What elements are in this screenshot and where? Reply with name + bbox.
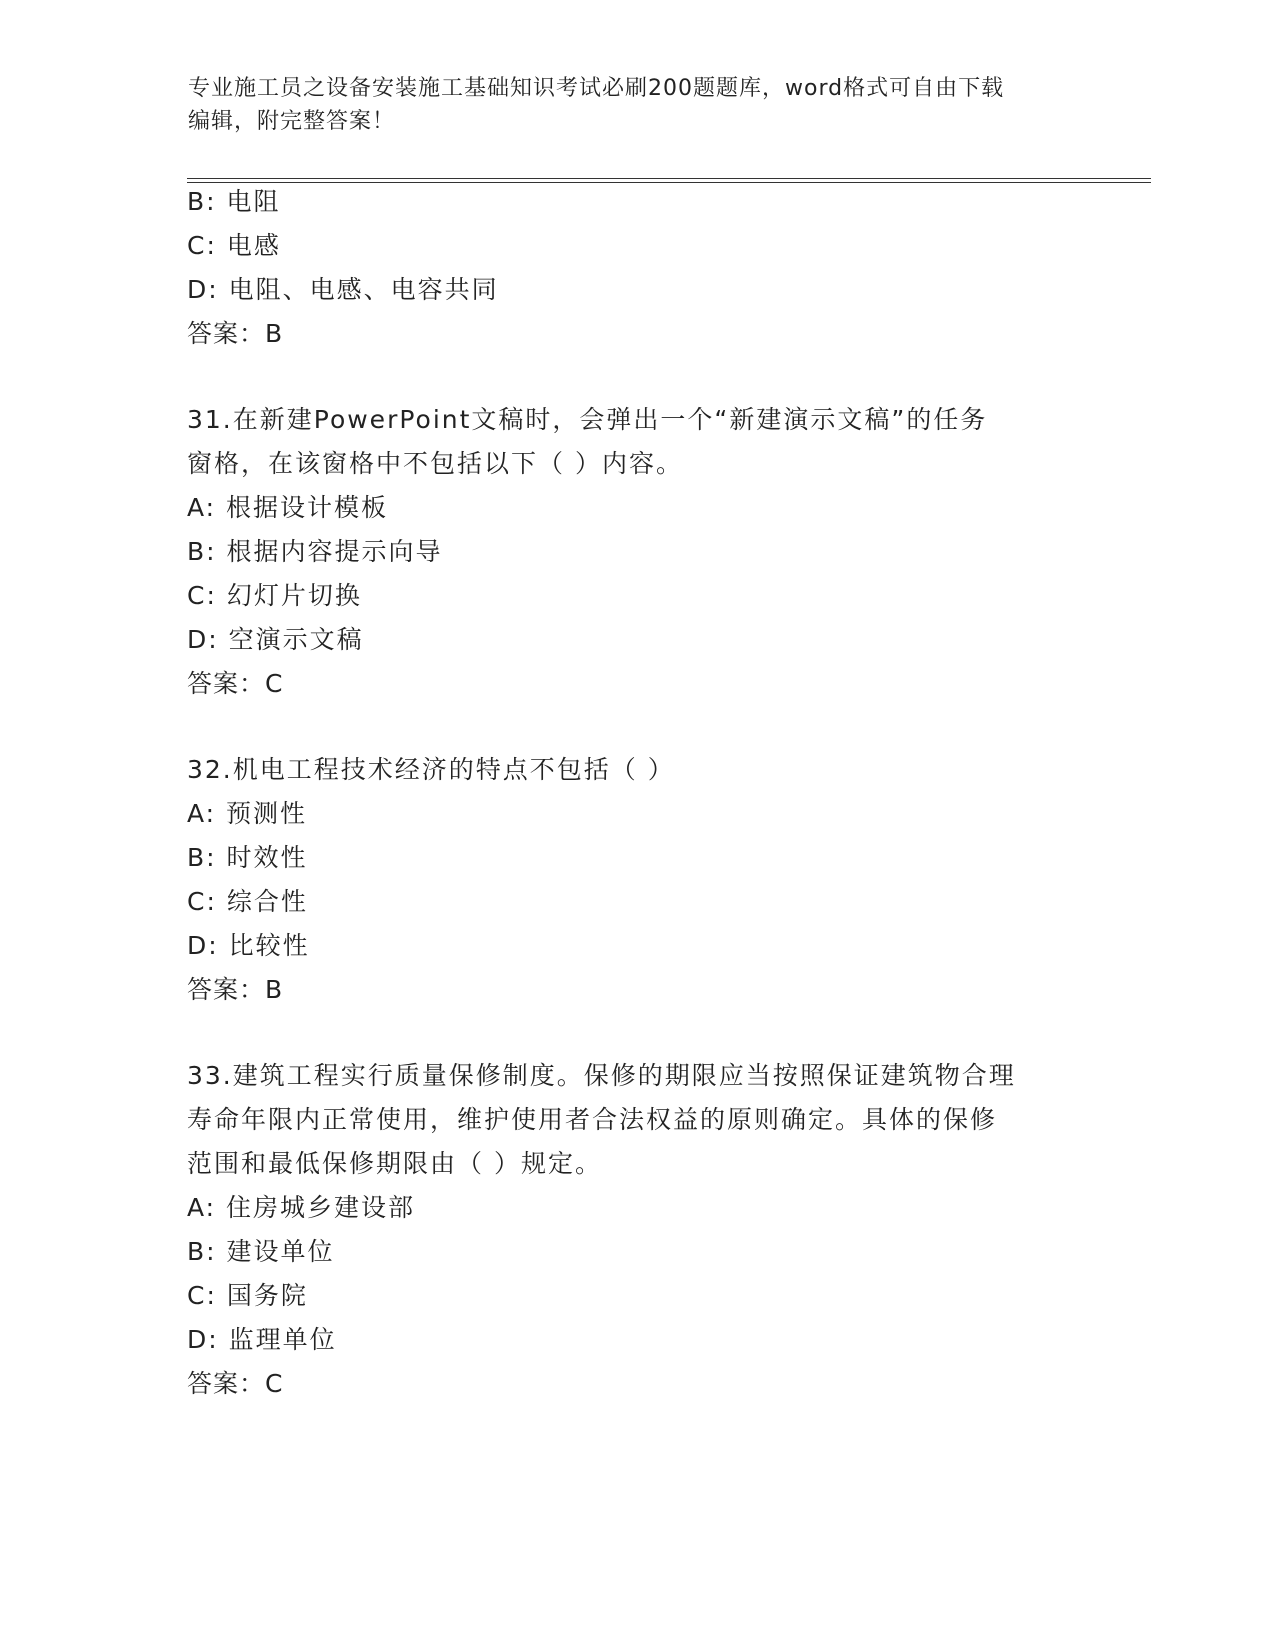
q31-option-d: D: 空演示文稿 [187,625,364,654]
header-divider-top [187,178,1151,179]
q33-option-c: C: 国务院 [187,1281,308,1310]
q31-option-a: A: 根据设计模板 [187,493,389,522]
header-line-1: 专业施工员之设备安装施工基础知识考试必刷200题题库，word格式可自由下载 [188,76,1005,101]
q33-answer: 答案：C [187,1369,284,1398]
q32-answer: 答案：B [187,975,284,1004]
prev-option-b: B: 电阻 [187,187,281,216]
q33-option-d: D: 监理单位 [187,1325,337,1354]
prev-option-d: D: 电阻、电感、电容共同 [187,275,499,304]
q33-stem-line-3: 范围和最低保修期限由（ ）规定。 [187,1149,602,1178]
q33-stem-line-1: 33.建筑工程实行质量保修制度。保修的期限应当按照保证建筑物合理 [187,1061,1016,1090]
document-header [188,72,1068,138]
q31-stem-line-2: 窗格，在该窗格中不包括以下（ ）内容。 [187,449,683,478]
prev-answer: 答案：B [187,319,284,348]
q31-stem-line-1: 31.在新建PowerPoint文稿时，会弹出一个“新建演示文稿”的任务 [187,405,988,434]
q33-option-b: B: 建设单位 [187,1237,335,1266]
q32-option-c: C: 综合性 [187,887,308,916]
q31-option-c: C: 幻灯片切换 [187,581,362,610]
q33-stem-line-2: 寿命年限内正常使用，维护使用者合法权益的原则确定。具体的保修 [187,1105,998,1134]
q33-option-a: A: 住房城乡建设部 [187,1193,416,1222]
q32-option-d: D: 比较性 [187,931,310,960]
header-line-2: 编辑，附完整答案！ [188,109,396,134]
q32-option-b: B: 时效性 [187,843,308,872]
q31-option-b: B: 根据内容提示向导 [187,537,443,566]
q32-stem-line-1: 32.机电工程技术经济的特点不包括（ ） [187,755,675,784]
q31-answer: 答案：C [187,669,284,698]
q32-option-a: A: 预测性 [187,799,308,828]
header-divider-bottom [187,182,1151,183]
prev-option-c: C: 电感 [187,231,281,260]
